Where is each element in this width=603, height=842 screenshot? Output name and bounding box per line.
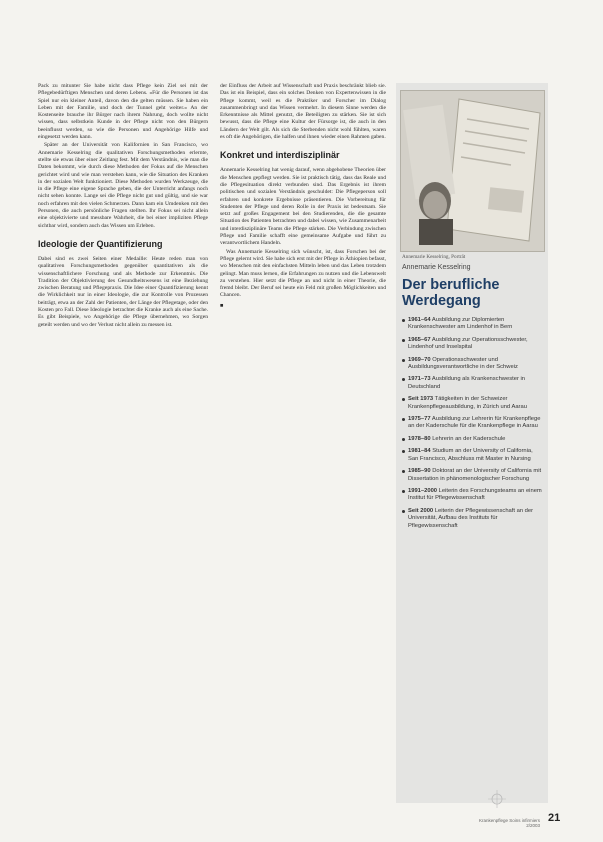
- portrait-photo-graphic: [401, 91, 544, 251]
- journal-footer: [470, 818, 540, 828]
- paragraph: Pack zu mitunter Sie habe nicht dass Pflege kein Ziel sei mit der Pflegebedürftigen Menschen und deren Lebens. «Für die Personen ist das Spiel nur ein kleiner Anteil, davon den die gelten müssen. Sie haben ein Leben mit der Familie, und doch der Tunnel geht weiter.» An der Kostenseite brauche ihr Bürger nach ihrem Nahrung, doch wollte nicht wissen, dass selbstkein Kunde in der Pflege nicht von den Bürgern beeinflusst werden, so wie die Personen und Angehörige Hilfe und eingesetzt werden kann.: [38, 83, 208, 141]
- career-years: 1981–84: [408, 448, 431, 455]
- paragraph: Annemarie Kesselring hat wenig darauf, wenn abgehobene Theorien über die Menschen gepflegt werden. Sie ist praktisch tätig, dass das Reale und die Pflegesituation direkt verbunden sind. Das Ergebnis ist ihrem politischen und sozialen Verständnis geschuldet: Die Pflegeperson soll erfahren und konkrete Ergebnisse präsentieren. Die Vorbereitung für Studenten der Pflege und deren Rolle in der Praxis ist bedeutsam. Sie setzt auf großes Engagement bei den Studierenden, die die gesamte Situation des Patienten betrachten und dabei wissen, wie Zusammenarbeit und interdisziplinäre Teams die Pflege stärken. Die Verbindung zwischen Pflege und Familie schafft eine gemeinsame Aufgabe und führt zu verantwortlichem Handeln.: [220, 167, 386, 247]
- career-item: [402, 376, 542, 391]
- career-years: 1975–77: [408, 416, 431, 423]
- career-item: [402, 448, 542, 463]
- paragraph: der Einfluss der Arbeit auf Wissenschaft und Praxis beschränkt blieb sie. Das ist ein Beispiel, dass ein solches Denken von Expertenwissen in die Pflege kommt, weil es die Praktiker und Forscher im Dialog zusammenbringt und das Wissen vermehrt. In diesem Sinne werden die Erkenntnisse als Mittel genutzt, die Beteiligten zu stärken. Sie ist sich bewusst, dass die Pflege eine Kultur der Fürsorge ist, die auch in den Ländern der Welt gilt. Als sich die Sterbenden nicht wohl fühlten, waren es oft die Angehörigen, die halfen und ihnen wieder einen Rahmen gaben.: [220, 83, 386, 141]
- career-years: 1978–80: [408, 435, 431, 442]
- article-column-middle: [220, 83, 386, 310]
- author-name: Annemarie Kesselring: [402, 264, 471, 271]
- career-years: Seit 2000: [408, 507, 434, 514]
- career-years: 1985–90: [408, 468, 431, 475]
- end-mark: ■: [220, 302, 224, 309]
- career-text: Ausbildung zur Lehrerin für Krankenpflege an der Kaderschule für die Krankenpflege in Aarau: [408, 416, 541, 430]
- career-years: 1961–64: [408, 317, 431, 323]
- photo-caption: Annemarie Kesselring, Porträt: [402, 254, 466, 260]
- career-item: [402, 396, 542, 411]
- article-column-left: [38, 83, 208, 330]
- paragraph: Was Annemarie Kesselring sich wünscht, ist, dass Forschen bei der Pflege gelernt wird. Sie habe sich erst mit der Pflege in Äthiopien befasst, wo Menschen mit den einfachsten Mitteln leben und das Leben trotzdem gelingt. Man muss lernen, die Erfahrungen zu nutzen und die Lebenswelt zu verstehen. Hier setzt die Pflege an und nicht in einer Theorie, die fremd bleibt. Der Beruf sei heute ein Feld mit großen Möglichkeiten und Chancen.: [220, 248, 386, 299]
- career-text: Ausbildung zur Operationsschwester, Lindenhof und Inselspital: [408, 336, 528, 351]
- career-item: [402, 357, 542, 372]
- career-text: Ausbildung zur Diplomierten Krankenschwester am Lindenhof in Bern: [408, 317, 513, 331]
- career-text: Studium an der University of California, San Francisco, Abschluss mit Master in Nursing: [408, 448, 533, 462]
- journal-issue: 2/2003: [526, 823, 540, 828]
- journal-name: Krankenpflege Soins infirmiers: [478, 818, 540, 823]
- crop-mark-icon: [488, 790, 506, 808]
- career-text: Tätigkeiten in der Schweizer Krankenpflegeausbildung, in Zürich und Aarau: [408, 396, 527, 410]
- career-years: 1969–70: [408, 356, 431, 363]
- career-text: Doktorat an der University of California mit Dissertation in phänomenologischer Forschung: [408, 468, 542, 482]
- career-text: Ausbildung als Krankenschwester in Deutschland: [408, 376, 525, 390]
- career-text: Leiterin des Forschungsteams an einem Institut für Pflegewissenschaft: [408, 487, 542, 502]
- career-item: [402, 337, 542, 352]
- paragraph: Später an der Universität von Kalifornien in San Francisco, wo Annemarie Kesselring die qualitativen Forschungsmethoden erlernte, stellte sie etwas über einer Zeitlang fest. Mit dem Verständnis, wie man die Daten bekommt, wie durch diese Methoden der Fokus auf die Menschen gerichtet wird und wie man verstehen kann, wie die Situation des Kranken in der sozialen Welt funktioniert. Diese Methoden wurden Werkzeuge, die in die Pflege eine eigene Sprache geben, die der Unterricht anfangs noch nicht sehen konnte. Lange sei die Pflege nicht gut und gültig, und sie war noch erfahren mit den vielen Schmerzen. Dann kam ein Umdenken mit den Personen, die auch persönliche Fragen stellten. Ihr Fokus sei nicht allein eine objektivierte und messbare Wahrheit, die bei einer impliziten Pflege sichtbar wird, sondern auch das Wissen um Erleben.: [38, 142, 208, 229]
- career-years: Seit 1973: [408, 396, 434, 403]
- portrait-photo: [400, 90, 545, 252]
- career-years: 1965–67: [408, 336, 431, 343]
- career-item: [402, 436, 542, 443]
- career-years: 1991–2000: [408, 487, 438, 494]
- career-text: Leiterin der Pflegewissenschaft an der Universität, Aufbau des Instituts für Pflegewissenschaft: [408, 507, 534, 529]
- career-item: [402, 416, 542, 431]
- career-sidebar: [396, 83, 548, 803]
- career-item: [402, 488, 542, 503]
- career-item: [402, 468, 542, 483]
- career-years: 1971–73: [408, 376, 431, 383]
- career-item: [402, 317, 542, 332]
- career-title: Der berufliche Werdegang: [402, 277, 500, 309]
- page-number: 21: [548, 812, 561, 824]
- section-heading-quantification: Ideologie der Quantifizierung: [38, 238, 163, 249]
- career-text: Lehrerin an der Kaderschule: [432, 435, 506, 442]
- career-item: [402, 508, 542, 530]
- paragraph: Dabei sind es zwei Seiten einer Medaille: Heute reden man von qualitativen Forschungsmethoden gegenüber quantitativen als die wissenschaftlichere Forschung und als Methode zur Erkenntnis. Die Tradition der Objektivierung des Gesundheitswesens ist eine Beziehung zwischen Beratung und Pflegepraxis. Die Idee einer Quantifizierung kennt die Wirklichkeit nur in einer Ideologie, die zur Kontrolle von Prozessen beiträgt, etwa an der Zahl der Patienten, der Länge der Pflegetage, oder den Kosten pro Fall. Diese Ideologie betrachtet die Kranke auch als eine Sache. Es gibt Beispiele, wo Angehörige die Pflege übernehmen, wo Sorgen geteilt werden und wo der Verlust nicht allein zu messen ist.: [38, 255, 208, 328]
- career-text: Operationsschwester und Ausbildungsverantwortliche in der Schweiz: [408, 356, 518, 371]
- section-heading-interdisciplinary: Konkret und interdisziplinär: [220, 150, 340, 161]
- career-list: [402, 317, 542, 535]
